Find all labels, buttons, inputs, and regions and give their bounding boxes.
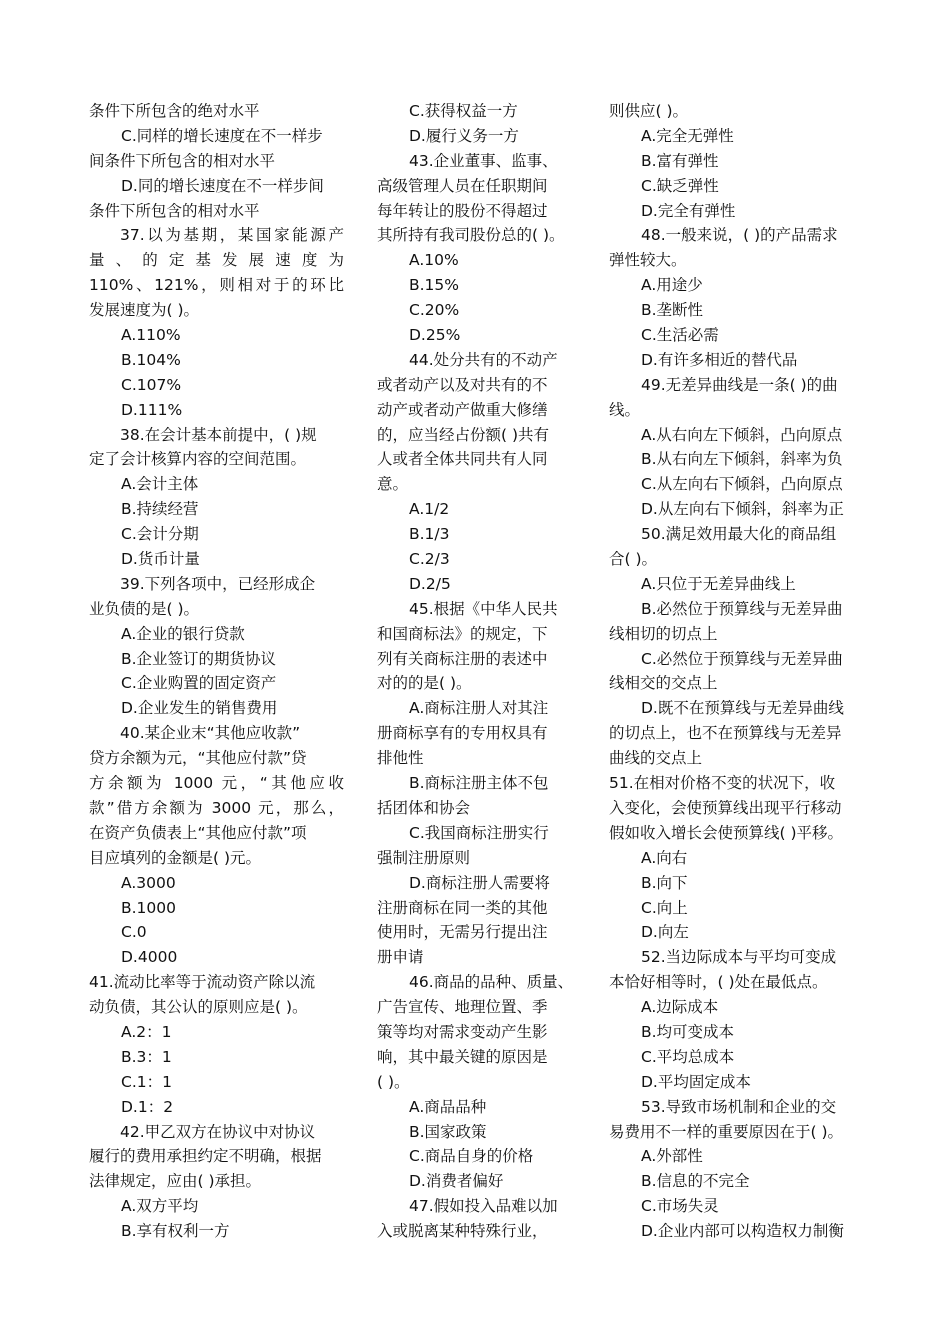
text-line: D.商标注册人需要将 — [409, 873, 550, 892]
text-line: 的切点上，也不在预算线与无差异 — [609, 724, 842, 743]
text-line: 39.下列各项中，已经形成企 — [120, 574, 316, 593]
text-line: C.生活必需 — [641, 326, 719, 345]
text-line: 方余额为 1000 元，“其他应收 — [89, 774, 344, 793]
text-line: A.外部性 — [641, 1147, 703, 1166]
text-line: 法律规定，应由( )承担。 — [89, 1172, 262, 1191]
text-line: C.缺乏弹性 — [641, 176, 719, 195]
text-line: 或者动产以及对共有的不 — [377, 375, 548, 394]
text-line: 48.一般来说，( )的产品需求 — [641, 226, 838, 245]
text-line: B.向下 — [641, 873, 688, 892]
text-line: C.会计分期 — [121, 525, 199, 544]
text-line: D.2/5 — [409, 574, 451, 593]
text-line: 条件下所包含的相对水平 — [89, 201, 260, 220]
text-line: 44.处分共有的不动产 — [409, 350, 558, 369]
text-line: D.向左 — [641, 923, 689, 942]
text-line: C.20% — [409, 301, 460, 320]
text-line: A.只位于无差异曲线上 — [641, 574, 796, 593]
text-line: C.107% — [121, 375, 182, 394]
text-line: C.0 — [121, 923, 147, 942]
text-line: 对的的是( )。 — [377, 674, 472, 693]
text-line: 括团体和协会 — [377, 798, 471, 817]
text-line: 量 、 的 定 基 发 展 速 度 为 — [89, 251, 344, 270]
text-line: C.平均总成本 — [641, 1047, 735, 1066]
text-line: 本恰好相等时，( )处在最低点。 — [609, 973, 828, 992]
text-line: A.双方平均 — [121, 1197, 199, 1216]
text-line: D.履行义务一方 — [409, 126, 519, 145]
text-line: C.2/3 — [409, 550, 450, 569]
text-line: D.1：2 — [121, 1097, 174, 1116]
text-line: 110%、121%，则相对于的环比 — [89, 276, 344, 295]
text-line: 排他性 — [377, 749, 424, 768]
text-line: 50.满足效用最大化的商品组 — [641, 525, 837, 544]
text-line: B.持续经营 — [121, 500, 199, 519]
text-line: 弹性较大。 — [609, 251, 687, 270]
text-line: 40.某企业末“其他应收款” — [120, 724, 301, 743]
text-line: 目应填列的金额是( )元。 — [89, 848, 262, 867]
text-line: D.既不在预算线与无差异曲线 — [641, 699, 844, 718]
text-line: 高级管理人员在任职期间 — [377, 176, 548, 195]
text-line: C.获得权益一方 — [409, 102, 518, 120]
text-line: 册申请 — [377, 948, 424, 967]
text-line: B.1000 — [121, 898, 177, 917]
text-column-middle — [377, 99, 587, 1244]
text-line: A.110% — [121, 326, 181, 345]
text-line: D.企业内部可以构造权力制衡 — [641, 1222, 844, 1241]
text-line: D.4000 — [121, 948, 178, 967]
text-line: D.平均固定成本 — [641, 1072, 751, 1091]
text-line: 在资产负债表上“其他应付款”项 — [89, 823, 307, 842]
text-line: 41.流动比率等于流动资产除以流 — [89, 973, 316, 992]
text-line: 37.以为基期，某国家能源产 — [120, 226, 344, 245]
text-line: B.15% — [409, 276, 460, 295]
text-line: D.有许多相近的替代品 — [641, 350, 798, 369]
text-line: A.完全无弹性 — [641, 126, 734, 145]
text-line: B.企业签订的期货协议 — [121, 649, 277, 668]
text-line: A.企业的银行贷款 — [121, 624, 245, 643]
text-line: D.从左向右下倾斜，斜率为正 — [641, 500, 844, 519]
text-line: B.国家政策 — [409, 1122, 487, 1141]
text-line: 动产或者动产做重大修缮 — [377, 400, 548, 419]
text-line: A.向右 — [641, 848, 688, 867]
text-line: C.同样的增长速度在不一样步 — [121, 126, 323, 145]
text-line: 业负债的是( )。 — [89, 599, 200, 618]
text-line: D.企业发生的销售费用 — [121, 699, 278, 718]
text-line: 45.根据《中华人民共 — [409, 599, 558, 618]
text-line: B.富有弹性 — [641, 151, 719, 170]
text-line: C.市场失灵 — [641, 1197, 719, 1216]
text-line: 的，应当经占份额( )共有 — [377, 425, 550, 444]
text-line: B.从右向左下倾斜，斜率为负 — [641, 450, 843, 469]
text-line: 注册商标在同一类的其他 — [377, 898, 548, 917]
text-line: A.用途少 — [641, 276, 703, 295]
text-line: 43.企业董事、监事、 — [409, 151, 558, 170]
text-line: 其所持有我司股份总的( )。 — [377, 226, 565, 245]
text-line: 款”借方余额为 3000 元，那么， — [89, 798, 344, 817]
text-line: A.商标注册人对其注 — [409, 699, 549, 718]
text-line: A.会计主体 — [121, 475, 199, 494]
text-line: 46.商品的品种、质量、 — [409, 973, 574, 992]
text-line: 册商标享有的专用权具有 — [377, 724, 548, 743]
text-line: 则供应( )。 — [609, 102, 689, 120]
text-line: C.我国商标注册实行 — [409, 823, 549, 842]
text-line: 意。 — [377, 475, 409, 494]
text-line: B.104% — [121, 350, 181, 369]
text-line: 线。 — [609, 400, 641, 419]
text-line: 合( )。 — [609, 550, 658, 569]
text-line: A.1/2 — [409, 500, 450, 519]
text-line: D.消费者偏好 — [409, 1172, 504, 1191]
text-line: 履行的费用承担约定不明确，根据 — [89, 1147, 322, 1166]
text-line: B.享有权利一方 — [121, 1222, 230, 1241]
text-line: B.商标注册主体不包 — [409, 774, 549, 793]
text-line: 响，其中最关键的原因是 — [377, 1047, 548, 1066]
text-line: C.企业购置的固定资产 — [121, 674, 277, 693]
text-line: B.均可变成本 — [641, 1022, 735, 1041]
text-line: ( )。 — [377, 1072, 410, 1091]
text-line: 定了会计核算内容的空间范围。 — [89, 450, 307, 469]
text-line: 强制注册原则 — [377, 848, 471, 867]
text-line: C.必然位于预算线与无差异曲 — [641, 649, 843, 668]
text-line: A.3000 — [121, 873, 176, 892]
text-line: A.商品品种 — [409, 1097, 487, 1116]
text-line: C.向上 — [641, 898, 688, 917]
text-line: 49.无差异曲线是一条( )的曲 — [641, 375, 838, 394]
text-line: 52.当边际成本与平均可变成 — [641, 948, 837, 967]
text-line: 策等均对需求变动产生影 — [377, 1022, 548, 1041]
text-line: D.111% — [121, 400, 183, 419]
text-column-left — [89, 99, 344, 1244]
text-line: 入或脱离某种特殊行业， — [377, 1222, 548, 1241]
text-line: 人或者全体共同共有人同 — [377, 450, 548, 469]
text-line: 贷方余额为元，“其他应付款”贷 — [89, 749, 307, 768]
text-line: A.10% — [409, 251, 459, 270]
text-line: C.商品自身的价格 — [409, 1147, 534, 1166]
text-line: 53.导致市场机制和企业的交 — [641, 1097, 837, 1116]
text-line: 易费用不一样的重要原因在于( )。 — [609, 1122, 844, 1141]
text-line: D.完全有弹性 — [641, 201, 736, 220]
text-line: D.货币计量 — [121, 550, 200, 569]
text-line: 38.在会计基本前提中，( )规 — [120, 425, 317, 444]
text-line: B.必然位于预算线与无差异曲 — [641, 599, 843, 618]
text-line: 入变化，会使预算线出现平行移动 — [609, 798, 842, 817]
text-line: 线相交的交点上 — [609, 674, 718, 693]
text-line: 间条件下所包含的相对水平 — [89, 151, 276, 170]
text-line: B.1/3 — [409, 525, 450, 544]
text-line: 51.在相对价格不变的状况下，收 — [609, 774, 836, 793]
text-line: 发展速度为( )。 — [89, 301, 200, 320]
text-line: 动负债，其公认的原则应是( )。 — [89, 998, 308, 1017]
text-line: B.信息的不完全 — [641, 1172, 750, 1191]
text-line: A.边际成本 — [641, 998, 719, 1017]
text-line: 列有关商标注册的表述中 — [377, 649, 548, 668]
text-line: 42.甲乙双方在协议中对协议 — [120, 1122, 316, 1141]
text-line: 每年转让的股份不得超过 — [377, 201, 548, 220]
text-line: C.1：1 — [121, 1072, 172, 1091]
text-line: A.2：1 — [121, 1022, 172, 1041]
text-line: B.3：1 — [121, 1047, 172, 1066]
text-line: 线相切的切点上 — [609, 624, 718, 643]
text-line: 假如收入增长会使预算线( )平移。 — [609, 823, 844, 842]
text-line: 使用时，无需另行提出注 — [377, 923, 548, 942]
text-line: C.从左向右下倾斜，凸向原点 — [641, 475, 843, 494]
text-line: A.从右向左下倾斜，凸向原点 — [641, 425, 843, 444]
text-line: 47.假如投入品难以加 — [409, 1197, 558, 1216]
text-line: 曲线的交点上 — [609, 749, 703, 768]
text-line: 和国商标法》的规定，下 — [377, 624, 548, 643]
text-line: B.垄断性 — [641, 301, 704, 320]
text-line: 条件下所包含的绝对水平 — [89, 102, 260, 120]
text-line: 广告宣传、地理位置、季 — [377, 998, 548, 1017]
text-line: D.同的增长速度在不一样步间 — [121, 176, 324, 195]
text-column-right — [609, 99, 865, 1244]
text-line: D.25% — [409, 326, 461, 345]
